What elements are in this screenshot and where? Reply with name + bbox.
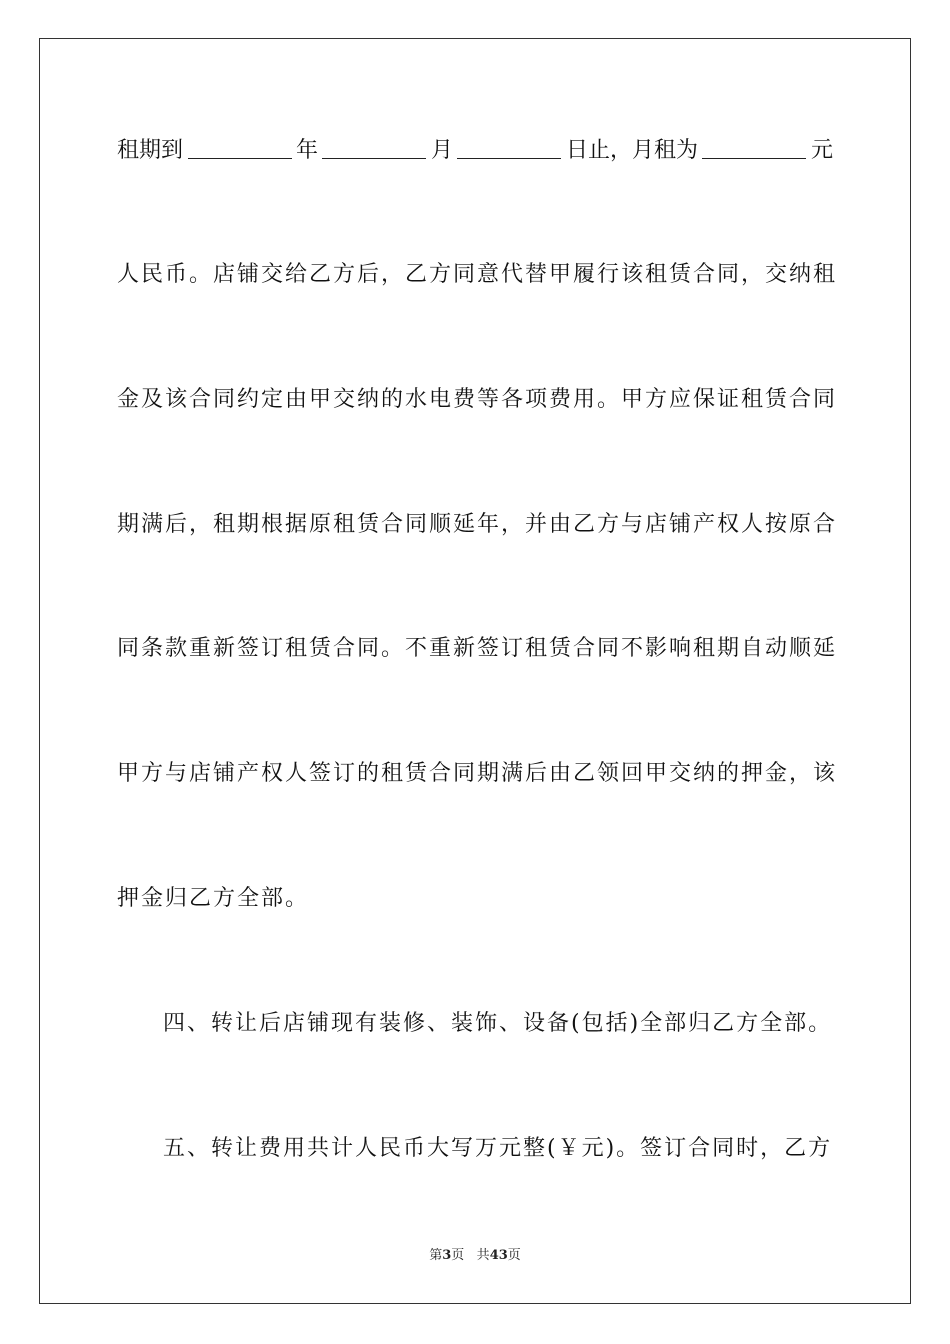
- blank-underline: [457, 136, 561, 159]
- total-suffix: 页: [507, 1248, 521, 1263]
- page-border: [39, 38, 911, 1304]
- blank-underline: [188, 136, 292, 159]
- text-line-2: 人民币。店铺交给乙方后，乙方同意代替甲履行该租赁合同，交纳租: [117, 262, 838, 287]
- current-page-number: 3: [442, 1248, 452, 1263]
- text-fragment: 元: [810, 138, 833, 163]
- page-prefix: 第: [429, 1248, 443, 1263]
- total-page-number: 43: [489, 1248, 508, 1263]
- text-fragment: 租期到: [117, 138, 184, 163]
- text-line-7: 押金归乙方全部。: [117, 886, 310, 911]
- blank-underline: [702, 136, 806, 159]
- clause-four: 四、转让后店铺现有装修、装饰、设备(包括)全部归乙方全部。: [163, 1011, 833, 1036]
- total-prefix: 共: [476, 1248, 490, 1263]
- blank-underline: [322, 136, 426, 159]
- clause-five: 五、转让费用共计人民币大写万元整(￥元)。签订合同时，乙方: [163, 1136, 833, 1161]
- text-line-3: 金及该合同约定由甲交纳的水电费等各项费用。甲方应保证租赁合同: [117, 387, 838, 412]
- text-fragment: 年: [295, 138, 318, 163]
- text-line-1: [117, 136, 833, 166]
- text-line-4: 期满后，租期根据原租赁合同顺延年，并由乙方与店铺产权人按原合: [117, 512, 838, 537]
- text-fragment: 日止，月租为: [565, 138, 698, 163]
- page-suffix: 页: [451, 1248, 465, 1263]
- text-fragment: 月: [430, 138, 453, 163]
- text-line-6: 甲方与店铺产权人签订的租赁合同期满后由乙领回甲交纳的押金，该: [117, 761, 838, 786]
- page-footer: [0, 1247, 950, 1265]
- text-line-5: 同条款重新签订租赁合同。不重新签订租赁合同不影响租期自动顺延: [117, 636, 838, 661]
